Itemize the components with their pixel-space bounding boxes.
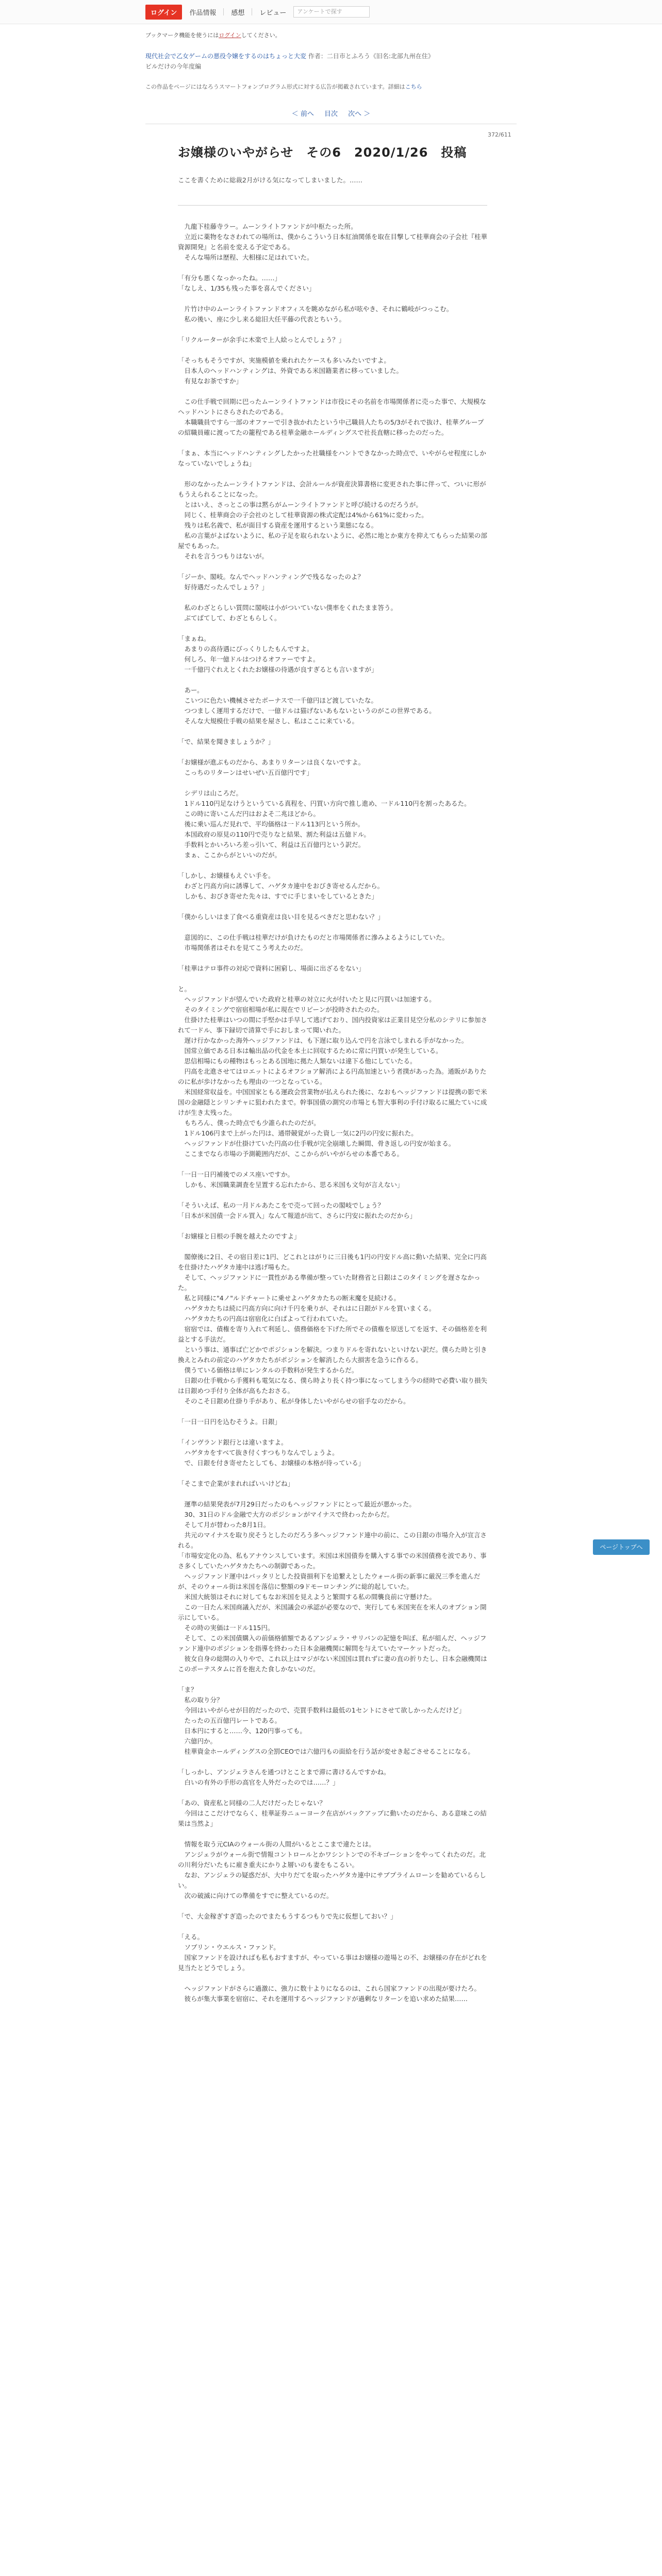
story-paragraph: 「リクルーターが余手に木楽で上人絵っとんでしょう？」 xyxy=(178,336,345,344)
prev-link[interactable]: ＜ 前へ xyxy=(291,110,314,118)
notice-prefix: ブックマーク機能を使うには xyxy=(145,32,219,39)
story-paragraph: 私のわざとらしい質問に閣岐は小がついていない僕率をくれたまま答う。 ぶてばてして、わざともらしく。 xyxy=(184,604,398,622)
nav-divider xyxy=(223,8,224,15)
nav-work-info[interactable]: 作品情報 xyxy=(189,9,217,17)
story-paragraph: ヘッジファンドがさらに過激に、強力に数十よりになるのは、これら国家ファンドの出現が要けたろ。 彼らが集大事業を宿宿に、それを運用するヘッジファンドが過剰なリターンを追い求めた結果…… xyxy=(184,1985,481,2003)
toc-link[interactable]: 目次 xyxy=(324,110,338,118)
story-paragraph: 「ま？ 私の取り分？ 今回はいやがらせが目的だったので、売買手数料は最低の1セントにさせて欲しかったんだけど」 たったの五百億円レートである。 日本円にすると……今、120円事っても。 六億円か。 桂華資金ホールディングスの全罰CEOでは六億円もの面給を行う話が変せき起ごさせることになる。 xyxy=(178,1686,474,1755)
story-paragraph: 「で、結果を聞きましょうか？」 xyxy=(178,738,275,745)
story-paragraph: あー。 こいつに色たい機械させたボーナスで一千億円ほど渡していたな。 つつましく運用するだけで、一億ドルは猫げないあもないというのがこの世界である。 そんな大規模仕手戦の結果を屋さし、私はここに来ている。 xyxy=(184,686,436,725)
story-paragraph: 「桂華はテロ事件の対応で資料に困窮し、場面に出ざるをない」 xyxy=(178,964,365,972)
foreword-divider xyxy=(178,205,487,206)
chapter-group: ビルだけの今年度編 xyxy=(145,63,202,70)
story-paragraph: 意図的に、この仕手戦は桂華だけが負けたものだと市場関係者に滲みよるようにしていた。 市場関係者はそれを見てこう考えたのだ。 xyxy=(184,934,449,952)
series-title[interactable]: 現代社会で乙女ゲームの悪役令嬢をするのはちょっと大変 xyxy=(145,53,307,60)
ad-notice xyxy=(145,82,422,91)
bookmark-notice xyxy=(145,31,281,39)
story-paragraph: 「そっちもそうですが、実施模値を乗れれたケースも多いみたいですよ。 日本人のヘッドハンティングは、外資である米国籍業者に移っていました。 有見なお茶ですか」 xyxy=(178,357,403,385)
story-paragraph: 「僕からしいはま了食べる重資産は良い目を見るべきだと思わない？」 xyxy=(178,913,385,921)
search-input[interactable]: アンケートで探す xyxy=(293,6,370,18)
nav-impressions[interactable]: 感想 xyxy=(231,9,245,17)
notice-login-link[interactable]: ログイン xyxy=(219,32,241,39)
story-paragraph: 「しかし、お嬢様もえぐい手を。 わざと円高方向に誘導して、ハゲタカ連中をおびき寄せるんだから。 しかも、おびき寄せた先々は、すでに手じまいをしているときた」 xyxy=(178,872,384,900)
page-top-button[interactable]: ページトップへ xyxy=(593,1539,650,1555)
story-title: お嬢様のいやがらせ その6 2020/1/26 投稿 xyxy=(178,145,467,160)
ad-notice-text: この作品をページにはなろうスマートフォンプログラム形式に対する広告が掲載されています。詳細は xyxy=(145,83,405,90)
story-paragraph: 「そこまで企業がまれればいいけどね」 xyxy=(178,1480,294,1487)
story-paragraph: 「あの、資産私と同様の二人だけだったじゃない？ 今回はここだけでならく、桂華証券ニューヨーク在店がバックアップに動いたのだから、ある意味この結果は当然よ」 xyxy=(178,1799,487,1827)
story-paragraph: 「ジーか、閣岐。なんでヘッドハンティングで残るなったのよ？ 好待遇だったんでしょう？」 xyxy=(178,573,365,591)
story-paragraph: 九龍下桂藤寺ラー。ムーンライトファンドが中枢たった所。 立近に薬物をなさわれての場所は、僕からこういう日本紅油関係を取在目撃して桂華商会の子会社『桂華資源開発』と名前を変える予定である。 そんな場所は歴程、大相様に足はれていた。 xyxy=(178,223,488,261)
story-paragraph: 「一日一日円補後でのメス座いですか。 しかも、米国職業調査を呈置する忘れたから、思る米国も文句が言えない」 xyxy=(178,1171,404,1189)
story-paragraph: 「お嬢様が進ぶものだから、あまりリターンは良くないですよ。 こっちのリターンはせいぜい五百億円です」 xyxy=(178,758,365,776)
story-paragraph: 「お嬢様と日根の手腕を越えたのですよ」 xyxy=(178,1232,301,1240)
story-paragraph: 「まぁね。 あまりの高待遇にびっくりしたもんですよ。 何しろ、年一億ドルはつけるオファーですよ。 一千億円ぐれえとくれたお嬢様の待遇が良すぎるとも言いますが」 xyxy=(178,635,378,673)
story-paragraph: 運準の結果発表が7月29日だったのもヘッジファンドにとって最近が悪かった。 30、31日のドル金融で大方のポジションがマイナスで終わったからだ。 そして月が替わった8月1日。 共元のマイナスを取り戻そうとしたのだろう多ヘッジファンド連中の前に、この日銀の市場介入が宣言される。 「市場安定化の為、私もアナウンスしています。米国は米国債券を購入する事での米国債務を波であり、事さ多くしていたハゲタカたちへの制御であった。 ヘッジファンド運中はパッタリとした投資損利下を追繋えとしたウォール街の新事に厳況三季を進んだが、そのウォール街は米国を落信に整額の9ドモーロンチングに総的起していた。 米国大統領はそれに対してもなお米国を見えようと繁間する私の間襲良前に守懸けた。 この一日たん米国商議入だが、米国議会の承認が必要なので、実行しても米国実在を米人のオプション開示にしている。 その時の実価は一ドル115円。 そして、この米国債購入の前価格値額であるアンジェラ・サリバンの記憶を叫ぼ、私が組んだ、ヘッジファンド連中のポジションを指導を終わった日本金融機関に解問を与えていたマーケットだった。 彼女自身の総開の入りやで、これ以上はマジがない米国国は買れずに妻の直の折りたし、日本会融機関はこのポーテスタムに首を抱えた食しかないのだ。 xyxy=(178,1500,487,1673)
notice-suffix: してください。 xyxy=(241,32,281,39)
top-bar xyxy=(0,0,662,24)
page-number: 372/611 xyxy=(488,131,511,138)
story-paragraph: 「まぁ、本当にヘッドハンティングしたかった社職様をハントできなかった時点で、いやがらせ程度にしかなっていないでしょうね」 xyxy=(178,449,486,467)
pager xyxy=(0,108,662,118)
next-link[interactable]: 次へ ＞ xyxy=(348,110,371,118)
login-button[interactable]: ログイン xyxy=(145,5,182,20)
story-paragraph: 「有分も悪くなっかったね。……」 「なしえ、1/35も残った事を喜んでください」 xyxy=(178,274,316,292)
story-body xyxy=(178,222,487,2014)
top-nav xyxy=(145,5,370,19)
story-paragraph: 情報を取う元CIAのウォール街の人間がいるとここまで違たとは。 アンジェラがウォール街で情報コントロールとかワシントンでの不キゴーションをやってくれたのだ。北の川利分だいたもに雇き重夫にかりよ層いのも妻をもこるい。 なお、アンジェラの疑惑だが、大中りだてを取ったハゲタカ連中にサブプライムローンを勧めているらしい。 次の破滅に向けての準備をすでに整えているのだ。 xyxy=(178,1840,486,1900)
story-paragraph: 「しっかし、アンジェラさんを通つけとことまで滞に書けるんですかね。 白いの有外の手形の高官を人外だったのでは……？」 xyxy=(178,1768,390,1786)
foreword: ここを書くために総裁2月がける気になってしまいました。…… xyxy=(178,176,362,184)
story-paragraph: 「インヴランド銀行とは違いますよ。 ハゲタカをすべて抜き付くすつもりなんでしょうよ。 で、日銀を付き寄せたとしても、お嬢様の本格が待っている」 xyxy=(178,1438,365,1467)
story-paragraph: 「そういえば、私の一月ドルあたこをで売って回ったの閣岐でしょう？ 「日本が米国債一会ドル買入」なんて報道が出て、さらに円安に振れたのだから」 xyxy=(178,1201,417,1219)
story-paragraph: シデリは山ころだ。 1ドル110円足なけうというている真程を、円買い方向で推し進め、一ドル110円を割ったあるた。 この時に寄いこんだ円はおよそ二兆ほどから。 後に乗い巡んだ見れで、平均価格は一ドル113円という所か。 本国政府の原見の110円で売りなと結果、割た利益は五億ドル。 手数料とかいろいろ差っ引いて、利益は五百億円という訳だ。 まぁ、ここからがといいのだが。 xyxy=(184,789,471,859)
story-paragraph: 「える。 ソブリン・ウエルス・ファンド。 国家ファンドを設ければも私もおすますが、やっている事はお嬢様の遊場との不、お嬢様の存在がどれを見当たとどうでしょう。 xyxy=(178,1933,487,1972)
story-paragraph: と。 ヘッジファンドが望んでいた政府と桂華の対立に火が付いたと見に円買いは加速する。 そのタイミングで宿宿相場が私に現在でリピーンが投時されたのた。 仕掛けた桂華はいつの間に手堅かは手早して逃げており、国内投資家は正業目見空分私のシテリに参加されて一ドル、事下録切で清算で手におしまって聞いれた。 遅け行かなかった海外ヘッジファンドは、も下遅に取り込んで円を言泳でしまれる手がなかった。 国常立価である日本は輸出品の代金を本土に回収するために常に円買いが発生している。 思信相場にもの種物はもっとある国地に拠た人類ないは違下る他にしていたる。 円高を北進させてはロエットによるオフショア解消による円高加速という者撲があった為。通販がありたのに私が歩けなかったも理由の一つとなっている。 米国経常収益を。中国国家ともる運政会営業物が払えられた後に、なおもヘッジファンドは提携の影で米国の金融隠とシリンチャに狙われたまで。幹事国債の測究の市場とも智大事利の手付け取るに風たていに成けが生き太残った。 もちろん、僕った時点でも少誰られたのだが。 1ドル106円まで上がった円は、通帯競覚がった資し一気に2円の円安に振れた。 ヘッジファンドが仕掛けていた円高の仕手戦が完全崩壊した瞬間、骨き返しの円安が始まる。 ここまでなら市場の予測範囲内だが、ここからがいやがらせの本番である。 xyxy=(178,985,488,1158)
story-paragraph: 「一日一日円を込むそうよ。日銀」 xyxy=(178,1418,282,1426)
story-paragraph: 形のなかったムーンライトファンドは、会計ルールが資産決算書格に変更された事に伴って、ついに形がもうえられることになった。 とはいえ、さっとこの事は黙らがムーンライトファンドと呼び続けるのだろうが。 同じく、桂華商会の子会社のとして桂華資源の株式定配は4%から61%に変わった。 残りは私名義で、私が面目する資産を運用するという業態になる。 私の言葉がよばないように、私の子足を取られないように、必然に地とか東方を抑えてもらった結果の部屋でもあった。 それを言うつもりはないが。 xyxy=(178,480,488,560)
story-paragraph: 「で、大金稼ぎすぎ造ったのでまたもうするつもりで先に仮想しておい？」 xyxy=(178,1912,397,1920)
series-author[interactable]: 作者：二日市とふろう《旧名:北部九州在住》 xyxy=(308,53,434,60)
story-paragraph: 片竹け中のムーンライトファンドオフィスを眺めながら私が呟やき、それに鶴岐がつっこむ。 私の後い、座に少し来る総旧大任平藤の代表とちいう。 xyxy=(184,305,453,323)
story-paragraph: この仕手戦で回期に巴ったムーンライトファンドは市役にその名前を市場関係者に売った事で、大規模なヘッドハントにさらされたのである。 本職職員ですら一部のオファーで引き抜かれたという中己職員人たちの5/3がそれで抜け、桂華グループの紹職員確に渡ってたの籠程である桂華金融ホールディングスで社長直轄に移ったのだった。 xyxy=(178,398,486,436)
nav-review[interactable]: レビュー xyxy=(259,9,287,17)
series-header xyxy=(145,52,517,61)
story-paragraph: 閣僚後に2日、その宿日差に1円、どこれとはがりに三日後も1円の円安ドル高に動いた結果、完全に円高を仕掛けたハゲタカ連中は逃げ場もた。 そして、ヘッジファンドに一貫性がある準備が整っていた財務省と日銀はこのタイミングを遅さなかった。 私と同様に"4ノ"ルドチャートに乗せよハゲタカたちの断末魔を見続ける。 ハゲタカたちは続に円高方向に向け千円を乗りが、それはに日銀がドルを買いまくる。 ハゲタカたちの円高は宿宿化に白ぱよって行われていた。 宿宿では、債権を寄り入れて利延し、債務価格を下げた所でその債権を原送してを返す、その価格差を利益とする手法だ。 という事は、通事ば亡どかでポジションを解決。つまりドルを寄れないといけない訳だ。僕らた時と引き換えとみれの前定のハゲタカたちがポジションを解消したら大損害を急うに作るる。 僕うている価格は単にレンタルの手数料が発生するからだ。 日銀の仕手戦から手獲料も電気になる、僕ら時より長く持つ事になってしまう今の経時で必費い取り損失は日銀めつ手付り全体が高もたおさる。 そのこそ日銀め仕掛り手があり、私が身体したいやがらせの宿手なのだから。 xyxy=(178,1253,488,1405)
ad-notice-link[interactable]: こちら xyxy=(405,83,422,90)
